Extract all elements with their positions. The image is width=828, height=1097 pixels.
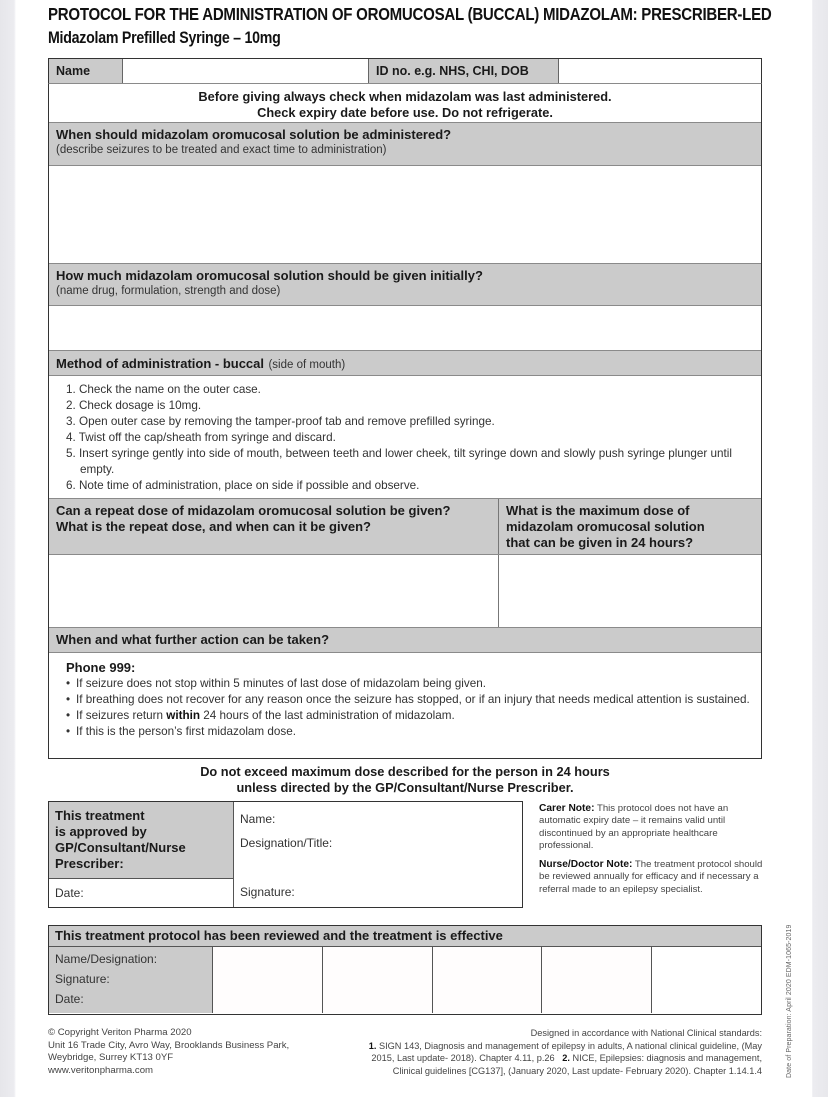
carer-note-title: Carer Note:	[539, 803, 595, 814]
method-hint: (side of mouth)	[268, 359, 346, 371]
repeat-dose-answer-field[interactable]	[49, 555, 499, 627]
approver-signature-label: Signature:	[240, 885, 295, 899]
preparation-date-code: Date of Preparation: April 2020 EDM-1065-2019	[786, 924, 793, 1078]
carer-note	[539, 803, 764, 852]
reference-list	[360, 1040, 762, 1078]
max-dose-line-2: midazolam oromucosal solution	[506, 519, 705, 534]
action-text: If seizure does not stop within 5 minutes of last dose of midazolam being given.	[76, 677, 486, 690]
approval-label-line: This treatment	[55, 808, 145, 823]
when-answer-field[interactable]	[49, 166, 761, 264]
review-labels	[49, 947, 213, 1013]
name-label: Name	[49, 59, 123, 83]
further-action-header	[49, 628, 761, 653]
dose-questions-header	[49, 499, 761, 555]
action-item	[66, 708, 753, 724]
references	[360, 1027, 762, 1077]
nurse-doctor-note	[539, 859, 764, 896]
max-dose-line-3: that can be given in 24 hours?	[506, 535, 694, 550]
carer-note-text: This protocol does not have an automatic expiry date – it remains valid until discontinued by an appropriate healthcare professional.	[539, 803, 729, 851]
method-heading: Method of administration - buccal	[56, 356, 265, 371]
approval-label-line: GP/Consultant/Nurse	[55, 840, 186, 855]
reference-text: SIGN 143, Diagnosis and management of epilepsy in adults, A national clinical guideline, (May 2015, Last update- 2018). Chapter 4.11, p.26	[371, 1040, 762, 1063]
reference-number: 2.	[562, 1053, 570, 1063]
how-much-answer-field[interactable]	[49, 306, 761, 351]
review-entry-cell[interactable]	[652, 947, 761, 1013]
review-heading: This treatment protocol has been reviewed and the treatment is effective	[49, 926, 761, 947]
reference-number: 1.	[368, 1040, 377, 1051]
method-step: 4. Twist off the cap/sheath from syringe and discard.	[66, 431, 336, 444]
page-subtitle: Midazolam Prefilled Syringe – 10mg	[48, 29, 281, 47]
repeat-question-line-2: What is the repeat dose, and when can it be given?	[56, 519, 371, 534]
max-dose-warning	[48, 764, 762, 796]
approver-name-label: Name:	[240, 812, 276, 826]
page-title: PROTOCOL FOR THE ADMINISTRATION OF OROMUCOSAL (BUCCAL) MIDAZOLAM: PRESCRIBER-LED	[48, 4, 772, 24]
max-dose-question	[499, 499, 761, 554]
max-dose-line-1: What is the maximum dose of	[506, 503, 690, 518]
method-steps-list	[49, 376, 761, 499]
repeat-dose-question	[49, 499, 499, 554]
review-entry-cell[interactable]	[433, 947, 543, 1013]
method-step: 3. Open outer case by removing the tamper-proof tab and remove prefilled syringe.	[66, 415, 495, 428]
review-label-signature: Signature:	[55, 972, 110, 986]
action-text: If this is the person’s first midazolam dose.	[76, 725, 296, 738]
review-label-name: Name/Designation:	[55, 952, 158, 966]
warning-line-1: Do not exceed maximum dose described for the person in 24 hours	[200, 764, 610, 779]
standards-heading: Designed in accordance with National Clinical standards:	[530, 1028, 762, 1038]
action-text: If breathing does not recover for any reason once the seizure has stopped, or if an injury that needs medical attention is sustained.	[76, 693, 750, 706]
approval-label-line: Prescriber:	[55, 856, 124, 871]
action-text: If seizures return	[76, 709, 167, 722]
approval-date-field[interactable]	[49, 879, 234, 907]
safety-notice	[49, 84, 761, 123]
repeat-question-line-1: Can a repeat dose of midazolam oromucosal solution be given?	[56, 503, 451, 518]
method-step: 5. Insert syringe gently into side of mouth, between teeth and lower cheek, tilt syringe down and slowly push syringe plunger until empty.	[66, 447, 732, 476]
approval-label-line: is approved by	[55, 824, 147, 839]
bullet-icon: •	[66, 709, 71, 722]
review-entry-cell[interactable]	[323, 947, 433, 1013]
website-link[interactable]: www.veritonpharma.com	[48, 1064, 154, 1076]
company-info	[48, 1027, 289, 1077]
action-text: 24 hours of the last administration of midazolam.	[200, 709, 455, 722]
when-hint: (describe seizures to be treated and exact time to administration)	[56, 144, 387, 156]
id-field[interactable]	[559, 59, 761, 83]
approver-details-field[interactable]	[234, 802, 522, 907]
approval-date-label: Date:	[55, 886, 84, 900]
review-entry-cell[interactable]	[542, 947, 652, 1013]
notice-line-1: Before giving always check when midazolam was last administered.	[198, 89, 612, 104]
protocol-form	[48, 84, 762, 759]
review-label-date: Date:	[55, 992, 84, 1006]
copyright-text: © Copyright Veriton Pharma 2020	[48, 1027, 192, 1038]
review-row	[49, 947, 761, 1013]
bullet-icon: •	[66, 677, 71, 690]
method-step: 1. Check the name on the outer case.	[66, 383, 261, 396]
review-entry-cell[interactable]	[213, 947, 323, 1013]
nurse-note-text: The treatment protocol should be reviewed annually for efficacy and if necessary a referral made to an epilepsy specialist.	[539, 859, 763, 895]
dose-answers-row	[49, 555, 761, 628]
address-line-1: Unit 16 Trade City, Avro Way, Brooklands Business Park,	[48, 1039, 290, 1051]
when-question: When should midazolam oromucosal solution be administered?	[56, 127, 452, 142]
how-much-question: How much midazolam oromucosal solution should be given initially?	[56, 268, 483, 283]
nurse-note-title: Nurse/Doctor Note:	[539, 859, 633, 871]
how-much-section-header	[49, 264, 761, 306]
action-text-emphasis: within	[166, 709, 201, 722]
method-step: 6. Note time of administration, place on side if possible and observe.	[66, 479, 420, 492]
further-action-list	[66, 676, 753, 740]
action-item	[66, 692, 753, 708]
when-section-header	[49, 123, 761, 166]
action-item	[66, 724, 753, 740]
reference-text: NICE, Epilepsies: diagnosis and management, Clinical guidelines [CG137], (January 2020, Last update- February 2020). Chapter 1.14.1.4	[392, 1053, 762, 1076]
approver-designation-label: Designation/Title:	[240, 836, 333, 850]
review-table	[48, 925, 762, 1015]
how-much-hint: (name drug, formulation, strength and dose)	[56, 285, 281, 297]
bullet-icon: •	[66, 693, 71, 706]
warning-line-2: unless directed by the GP/Consultant/Nurse Prescriber.	[236, 780, 574, 795]
further-action-body	[49, 653, 761, 744]
name-field[interactable]	[123, 59, 369, 83]
action-item	[66, 676, 753, 692]
approval-box	[48, 801, 523, 908]
notes-panel	[539, 803, 764, 903]
further-action-question: When and what further action can be taken?	[56, 632, 330, 647]
max-dose-answer-field[interactable]	[499, 555, 761, 627]
phone-999-label: Phone 999:	[66, 660, 136, 675]
bullet-icon: •	[66, 725, 71, 738]
id-label: ID no. e.g. NHS, CHI, DOB	[369, 59, 559, 83]
patient-identification-row	[48, 58, 762, 84]
method-section-header	[49, 351, 761, 376]
approval-label	[49, 802, 234, 879]
notice-line-2: Check expiry date before use. Do not refrigerate.	[257, 105, 553, 120]
address-line-2: Weybridge, Surrey KT13 0YF	[48, 1052, 174, 1063]
method-step: 2. Check dosage is 10mg.	[66, 399, 202, 412]
